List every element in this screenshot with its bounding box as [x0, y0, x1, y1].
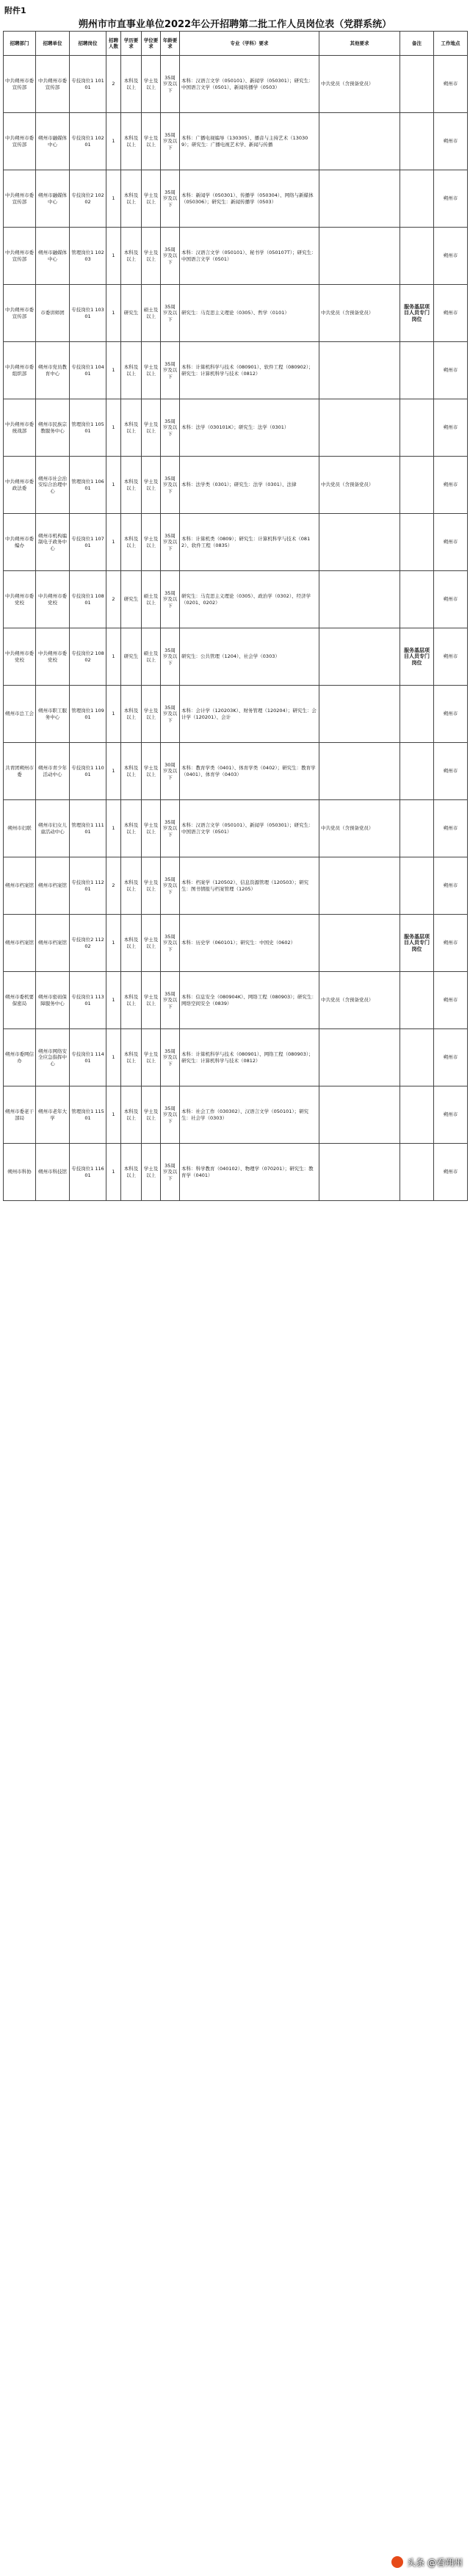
- table-header-row: [4, 32, 468, 56]
- table-cell: 1: [106, 514, 121, 571]
- table-cell: 研究生：马克思主义理论（0305）、政治学（0302）、经济学（0201、0202）: [180, 571, 319, 628]
- table-cell: 研究生：马克思主义理论（0305）、哲学（0101）: [180, 285, 319, 342]
- table-cell: 朔州市: [434, 56, 468, 113]
- table-cell: [319, 170, 400, 228]
- table-cell: 学士及以上: [142, 514, 161, 571]
- table-cell: 本科及以上: [121, 972, 142, 1029]
- table-cell: 1: [106, 1144, 121, 1201]
- header-cell: 学历要求: [121, 32, 142, 56]
- table-cell: [400, 800, 434, 857]
- table-cell: 朔州市: [434, 1086, 468, 1144]
- table-cell: 硕士及以上: [142, 571, 161, 628]
- table-cell: [319, 514, 400, 571]
- table-cell: 管理岗位1 10501: [70, 399, 106, 457]
- table-cell: 学士及以上: [142, 342, 161, 399]
- table-cell: 学士及以上: [142, 857, 161, 915]
- table-cell: 朔州市: [434, 915, 468, 972]
- table-cell: 1: [106, 1086, 121, 1144]
- table-cell: 35周岁及以下: [161, 686, 180, 743]
- table-cell: 1: [106, 972, 121, 1029]
- table-cell: 本科：历史学（060101）；研究生：中国史（0602）: [180, 915, 319, 972]
- table-cell: 学士及以上: [142, 1086, 161, 1144]
- table-cell: 本科：计算机类（0809）；研究生：计算机科学与技术（0812）、软件工程（0835）: [180, 514, 319, 571]
- table-cell: 朔州市: [434, 800, 468, 857]
- header-cell: 招聘岗位: [70, 32, 106, 56]
- header-cell: 其他要求: [319, 32, 400, 56]
- table-cell: 朔州市: [434, 686, 468, 743]
- table-cell: 中共朔州市委党校: [4, 628, 36, 686]
- table-cell: 中共党员（含预备党员）: [319, 800, 400, 857]
- table-cell: 朔州市: [434, 170, 468, 228]
- table-cell: 学士及以上: [142, 1029, 161, 1086]
- table-cell: 本科及以上: [121, 457, 142, 514]
- table-cell: 中共朔州市委党校: [36, 571, 70, 628]
- table-cell: 学士及以上: [142, 228, 161, 285]
- table-row: [4, 170, 468, 228]
- table-cell: 35周岁及以下: [161, 800, 180, 857]
- table-cell: 管理岗位1 11101: [70, 800, 106, 857]
- table-cell: 中共党员（含预备党员）: [319, 56, 400, 113]
- table-cell: 研究生: [121, 628, 142, 686]
- table-row: [4, 743, 468, 800]
- table-cell: [319, 571, 400, 628]
- table-cell: 本科及以上: [121, 514, 142, 571]
- table-row: [4, 514, 468, 571]
- table-cell: 朔州市民族宗教服务中心: [36, 399, 70, 457]
- table-cell: 服务基层项目人员专门岗位: [400, 628, 434, 686]
- table-cell: 本科：法学（030101K）；研究生：法学（0301）: [180, 399, 319, 457]
- table-cell: 中共朔州市委党校: [4, 571, 36, 628]
- table-cell: 专技岗位1 10801: [70, 571, 106, 628]
- table-cell: [400, 56, 434, 113]
- table-cell: 本科：档案学（120502）、信息资源管理（120503）；研究生：图书情报与档案管理（1205）: [180, 857, 319, 915]
- table-cell: 本科及以上: [121, 915, 142, 972]
- table-cell: 1: [106, 113, 121, 170]
- table-cell: 本科及以上: [121, 800, 142, 857]
- table-row: [4, 1086, 468, 1144]
- table-cell: 朔州市网络安全应急指挥中心: [36, 1029, 70, 1086]
- table-cell: 朔州市科技馆: [36, 1144, 70, 1201]
- header-cell: 备注: [400, 32, 434, 56]
- table-cell: 市委讲师团: [36, 285, 70, 342]
- table-cell: 1: [106, 743, 121, 800]
- table-cell: 朔州市: [434, 113, 468, 170]
- table-cell: 朔州市: [434, 228, 468, 285]
- table-cell: 35周岁及以下: [161, 972, 180, 1029]
- table-cell: 专技岗位1 10701: [70, 514, 106, 571]
- table-cell: 本科及以上: [121, 113, 142, 170]
- table-cell: 2: [106, 571, 121, 628]
- table-cell: 本科及以上: [121, 686, 142, 743]
- table-cell: [319, 342, 400, 399]
- table-cell: 35周岁及以下: [161, 857, 180, 915]
- positions-table: [3, 31, 468, 1201]
- table-cell: 朔州市融媒体中心: [36, 113, 70, 170]
- table-cell: 管理岗位1 10203: [70, 228, 106, 285]
- table-cell: 朔州市: [434, 743, 468, 800]
- table-cell: [400, 457, 434, 514]
- table-cell: 专技岗位1 10201: [70, 113, 106, 170]
- header-cell: 招聘部门: [4, 32, 36, 56]
- table-row: [4, 399, 468, 457]
- table-cell: [400, 1086, 434, 1144]
- table-cell: 硕士及以上: [142, 285, 161, 342]
- table-cell: [319, 857, 400, 915]
- table-cell: [319, 1086, 400, 1144]
- table-cell: 本科及以上: [121, 1029, 142, 1086]
- table-cell: [400, 743, 434, 800]
- table-cell: [319, 1144, 400, 1201]
- table-cell: 研究生: [121, 285, 142, 342]
- table-cell: 35周岁及以下: [161, 915, 180, 972]
- header-cell: 工作地点: [434, 32, 468, 56]
- table-cell: 本科及以上: [121, 56, 142, 113]
- table-cell: 朔州市融媒体中心: [36, 228, 70, 285]
- table-cell: 朔州市: [434, 399, 468, 457]
- table-cell: 本科：汉语言文学（050101）、秘书学（050107T）；研究生：中国语言文学（0501）: [180, 228, 319, 285]
- table-cell: 朔州市: [434, 571, 468, 628]
- table-cell: 朔州市: [434, 514, 468, 571]
- table-row: [4, 800, 468, 857]
- table-cell: [400, 170, 434, 228]
- table-cell: 朔州市机构编制电子政务中心: [36, 514, 70, 571]
- watermark: [391, 2555, 463, 2569]
- table-cell: [319, 743, 400, 800]
- table-row: [4, 972, 468, 1029]
- table-row: [4, 342, 468, 399]
- header-cell: 年龄要求: [161, 32, 180, 56]
- table-cell: 本科：会计学（120203K）、财务管理（120204）；研究生：会计学（120201）、会计: [180, 686, 319, 743]
- header-cell: 招聘人数: [106, 32, 121, 56]
- table-cell: [400, 113, 434, 170]
- table-cell: 本科及以上: [121, 743, 142, 800]
- table-row: [4, 228, 468, 285]
- table-cell: 中共朔州市委政法委: [4, 457, 36, 514]
- table-cell: 朔州市: [434, 1144, 468, 1201]
- table-cell: 学士及以上: [142, 56, 161, 113]
- table-cell: 学士及以上: [142, 915, 161, 972]
- table-row: [4, 571, 468, 628]
- table-cell: [400, 857, 434, 915]
- table-cell: 中共朔州市委宣传部: [4, 113, 36, 170]
- table-cell: 2: [106, 857, 121, 915]
- table-cell: 30周岁及以下: [161, 743, 180, 800]
- table-cell: 35周岁及以下: [161, 170, 180, 228]
- table-cell: 中共朔州市委宣传部: [4, 228, 36, 285]
- table-cell: 本科：社会工作（030302）、汉语言文学（050101）；研究生：社会学（0303）: [180, 1086, 319, 1144]
- table-row: [4, 915, 468, 972]
- table-cell: 朔州市档案馆: [36, 857, 70, 915]
- table-cell: 中共朔州市委宣传部: [4, 56, 36, 113]
- headline-logo-icon: [391, 2555, 404, 2569]
- table-cell: 35周岁及以下: [161, 514, 180, 571]
- table-cell: [400, 571, 434, 628]
- table-cell: 朔州市: [434, 285, 468, 342]
- table-cell: 本科：教育学类（0401）、体育学类（0402）；研究生：教育学（0401）、体育学（0403）: [180, 743, 319, 800]
- table-cell: 本科：法学类（0301）；研究生：法学（0301）、法律: [180, 457, 319, 514]
- table-row: [4, 285, 468, 342]
- table-cell: 朔州市: [434, 628, 468, 686]
- table-cell: [400, 1029, 434, 1086]
- table-cell: 专技岗位2 11202: [70, 915, 106, 972]
- table-cell: 管理岗位1 10601: [70, 457, 106, 514]
- table-cell: 本科：计算机科学与技术（080901）、网络工程（080903）；研究生：计算机科学与技术（0812）: [180, 1029, 319, 1086]
- table-cell: 朔州市社会治安综合治理中心: [36, 457, 70, 514]
- table-cell: 专技岗位1 10101: [70, 56, 106, 113]
- table-cell: 研究生：公共管理（1204）、社会学（0303）: [180, 628, 319, 686]
- table-cell: 朔州市总工会: [4, 686, 36, 743]
- table-cell: 本科及以上: [121, 170, 142, 228]
- table-cell: 学士及以上: [142, 113, 161, 170]
- table-cell: 35周岁及以下: [161, 1029, 180, 1086]
- table-cell: 服务基层项目人员专门岗位: [400, 285, 434, 342]
- table-cell: 朔州市: [434, 457, 468, 514]
- table-cell: 1: [106, 170, 121, 228]
- table-cell: [400, 972, 434, 1029]
- table-cell: 学士及以上: [142, 399, 161, 457]
- table-cell: 中共党员（含预备党员）: [319, 972, 400, 1029]
- table-cell: 35周岁及以下: [161, 571, 180, 628]
- header-cell: 招聘单位: [36, 32, 70, 56]
- table-cell: [319, 628, 400, 686]
- table-row: [4, 686, 468, 743]
- table-cell: 35周岁及以下: [161, 342, 180, 399]
- table-cell: 朔州市密码保障服务中心: [36, 972, 70, 1029]
- table-cell: 朔州市档案馆: [4, 915, 36, 972]
- table-cell: 管理岗位1 11501: [70, 1086, 106, 1144]
- table-cell: 朔州市委机要保密局: [4, 972, 36, 1029]
- table-cell: 朔州市: [434, 972, 468, 1029]
- table-cell: 本科：新闻学（050301）、传播学（050304）、网络与新媒体（050306）；研究生：新闻传播学（0503）: [180, 170, 319, 228]
- table-cell: [319, 113, 400, 170]
- table-cell: 中共党员（含预备党员）: [319, 457, 400, 514]
- table-cell: [400, 228, 434, 285]
- table-row: [4, 1029, 468, 1086]
- table-cell: 学士及以上: [142, 170, 161, 228]
- table-cell: 朔州市: [434, 342, 468, 399]
- table-cell: 35周岁及以下: [161, 113, 180, 170]
- table-cell: 研究生: [121, 571, 142, 628]
- table-cell: 本科：汉语言文学（050101）、新闻学（050301）；研究生：中国语言文学（0501）、新闻传播学（0503）: [180, 56, 319, 113]
- table-cell: 服务基层项目人员专门岗位: [400, 915, 434, 972]
- table-cell: 专技岗位1 11201: [70, 857, 106, 915]
- table-cell: 本科及以上: [121, 228, 142, 285]
- table-cell: 朔州市融媒体中心: [36, 170, 70, 228]
- table-cell: 1: [106, 457, 121, 514]
- table-row: [4, 1144, 468, 1201]
- table-row: [4, 857, 468, 915]
- table-cell: 学士及以上: [142, 800, 161, 857]
- table-cell: 本科：信息安全（080904K）、网络工程（080903）；研究生：网络空间安全（0839）: [180, 972, 319, 1029]
- table-cell: 朔州市职工服务中心: [36, 686, 70, 743]
- table-cell: 35周岁及以下: [161, 285, 180, 342]
- table-cell: 专技岗位2 10802: [70, 628, 106, 686]
- table-cell: 专技岗位1 11401: [70, 1029, 106, 1086]
- table-cell: 本科：汉语言文学（050101）、新闻学（050301）；研究生：中国语言文学（0501）: [180, 800, 319, 857]
- table-cell: 共青团朔州市委: [4, 743, 36, 800]
- table-cell: 35周岁及以下: [161, 56, 180, 113]
- table-cell: 硕士及以上: [142, 628, 161, 686]
- table-cell: 本科及以上: [121, 1144, 142, 1201]
- table-cell: 朔州市妇联: [4, 800, 36, 857]
- table-cell: 本科及以上: [121, 857, 142, 915]
- table-cell: 朔州市青少年活动中心: [36, 743, 70, 800]
- table-cell: 专技岗位1 10401: [70, 342, 106, 399]
- table-cell: [319, 228, 400, 285]
- table-cell: 朔州市妇女儿童活动中心: [36, 800, 70, 857]
- table-cell: [319, 399, 400, 457]
- table-row: [4, 56, 468, 113]
- table-cell: 学士及以上: [142, 457, 161, 514]
- table-cell: 35周岁及以下: [161, 399, 180, 457]
- table-cell: 本科：科学教育（040102）、物理学（070201）；研究生：教育学（0401）: [180, 1144, 319, 1201]
- table-cell: 中共朔州市委统战部: [4, 399, 36, 457]
- table-cell: 学士及以上: [142, 686, 161, 743]
- table-cell: 中共朔州市委编办: [4, 514, 36, 571]
- table-cell: 朔州市科协: [4, 1144, 36, 1201]
- header-cell: 专业（学科）要求: [180, 32, 319, 56]
- table-cell: 1: [106, 342, 121, 399]
- table-cell: [319, 1029, 400, 1086]
- table-cell: 中共朔州市委宣传部: [4, 170, 36, 228]
- table-cell: 专技岗位2 10202: [70, 170, 106, 228]
- table-cell: 2: [106, 56, 121, 113]
- table-cell: [319, 915, 400, 972]
- table-cell: 1: [106, 800, 121, 857]
- table-cell: 朔州市党员教育中心: [36, 342, 70, 399]
- table-cell: 本科：广播电视编导（130305）、播音与主持艺术（130309）；研究生：广播电视艺术学、新闻与传播: [180, 113, 319, 170]
- page-title: 朔州市市直事业单位2022年公开招聘第二批工作人员岗位表（党群系统）: [78, 19, 392, 30]
- attachment-label: 附件1: [4, 6, 26, 15]
- watermark-text: 头条 @看朔州: [407, 2557, 463, 2568]
- table-cell: 管理岗位1 10901: [70, 686, 106, 743]
- table-cell: 朔州市委老干部局: [4, 1086, 36, 1144]
- table-cell: 学士及以上: [142, 972, 161, 1029]
- table-cell: 本科：计算机科学与技术（080901）、软件工程（080902）；研究生：计算机科学与技术（0812）: [180, 342, 319, 399]
- table-cell: 1: [106, 399, 121, 457]
- table-cell: 学士及以上: [142, 1144, 161, 1201]
- table-cell: 35周岁及以下: [161, 228, 180, 285]
- table-cell: 中共朔州市委组织部: [4, 342, 36, 399]
- table-cell: 中共党员（含预备党员）: [319, 285, 400, 342]
- table-cell: 35周岁及以下: [161, 457, 180, 514]
- table-cell: 专技岗位1 10301: [70, 285, 106, 342]
- table-cell: 朔州市: [434, 1029, 468, 1086]
- table-cell: 中共朔州市委宣传部: [4, 285, 36, 342]
- table-cell: 1: [106, 628, 121, 686]
- table-cell: 朔州市老年大学: [36, 1086, 70, 1144]
- table-cell: 中共朔州市委党校: [36, 628, 70, 686]
- table-cell: 中共朔州市委宣传部: [36, 56, 70, 113]
- table-cell: 专技岗位1 11001: [70, 743, 106, 800]
- table-cell: 1: [106, 228, 121, 285]
- table-cell: 朔州市委网信办: [4, 1029, 36, 1086]
- table-cell: [319, 686, 400, 743]
- table-cell: 35周岁及以下: [161, 628, 180, 686]
- table-row: [4, 628, 468, 686]
- table-cell: 本科及以上: [121, 399, 142, 457]
- table-cell: 朔州市档案馆: [4, 857, 36, 915]
- table-cell: 朔州市档案馆: [36, 915, 70, 972]
- header-cell: 学位要求: [142, 32, 161, 56]
- table-cell: [400, 342, 434, 399]
- table-cell: 朔州市: [434, 857, 468, 915]
- table-row: [4, 457, 468, 514]
- table-row: [4, 113, 468, 170]
- table-cell: 1: [106, 686, 121, 743]
- table-cell: [400, 686, 434, 743]
- table-cell: 本科及以上: [121, 1086, 142, 1144]
- table-cell: 35周岁及以下: [161, 1086, 180, 1144]
- table-cell: [400, 1144, 434, 1201]
- table-cell: 专技岗位1 11301: [70, 972, 106, 1029]
- table-cell: [400, 399, 434, 457]
- table-cell: 1: [106, 285, 121, 342]
- table-cell: 35周岁及以下: [161, 1144, 180, 1201]
- table-cell: 专技岗位1 11601: [70, 1144, 106, 1201]
- table-cell: [400, 514, 434, 571]
- table-cell: 本科及以上: [121, 342, 142, 399]
- table-cell: 1: [106, 915, 121, 972]
- table-cell: 学士及以上: [142, 743, 161, 800]
- table-cell: 1: [106, 1029, 121, 1086]
